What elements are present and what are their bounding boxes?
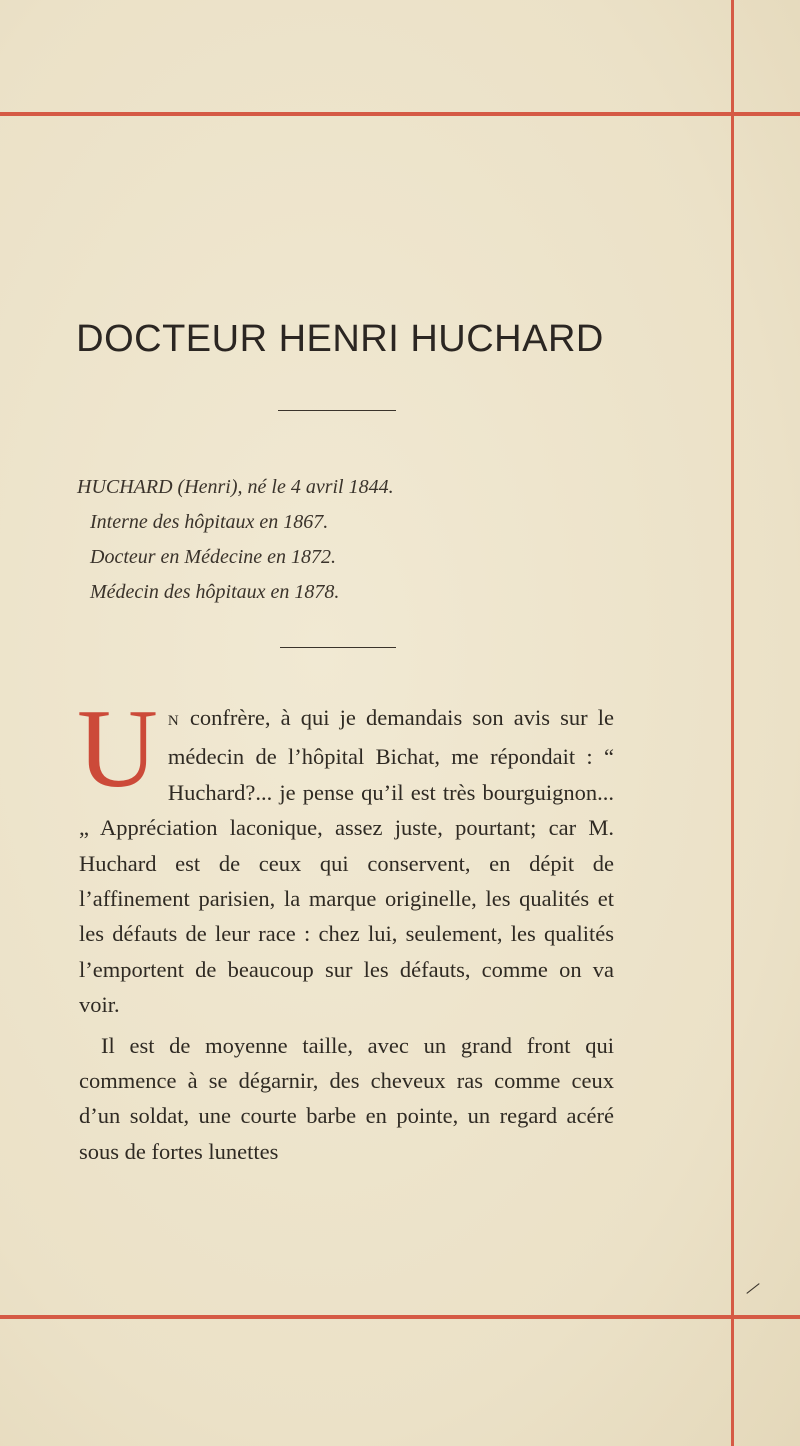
- bio-line-docteur: Docteur en Médecine en 1872.: [90, 546, 337, 568]
- bio-separator: [280, 647, 396, 648]
- title-separator: [278, 410, 396, 411]
- right-red-rule: [731, 0, 734, 1446]
- paragraph-second: Il est de moyenne taille, avec un grand front qui commence à se dégarnir, des cheveux ras comme ceux d’un soldat, une courte barbe en pointe, un regard acéré sous de fortes lunettes: [79, 1032, 614, 1164]
- first-word-smallcaps: N: [167, 713, 180, 729]
- pencil-mark: [746, 1283, 759, 1294]
- bio-line-medecin: Médecin des hôpitaux en 1878.: [90, 581, 340, 603]
- top-red-rule: [0, 112, 800, 116]
- bottom-red-rule: [0, 1315, 800, 1319]
- bio-line-name: HUCHARD (Henri), né le 4 avril 1844.: [77, 476, 394, 498]
- bio-line-interne: Interne des hôpitaux en 1867.: [90, 511, 329, 533]
- biography-block: [0, 470, 700, 610]
- page-title: DOCTEUR HENRI HUCHARD: [76, 318, 604, 360]
- paragraph-first-text: confrère, à qui je demandais son avis sur le médecin de l’hôpital Bichat, me répondait : “ Huchard?... je pense qu’il est très bourguignon... „ Appréciation laconique, assez juste, pourtant; car M. Huchard est de ceux qui conservent, en dépit de l’affinement parisien, la marque originelle, les qualités et les défauts de leur race : chez lui, seulement, les qualités l’emportent de beaucoup sur les défauts, comme on va voir.: [79, 705, 614, 1018]
- drop-cap: U: [77, 687, 158, 811]
- paragraph-first: [77, 687, 614, 1023]
- article-body: [77, 687, 614, 1169]
